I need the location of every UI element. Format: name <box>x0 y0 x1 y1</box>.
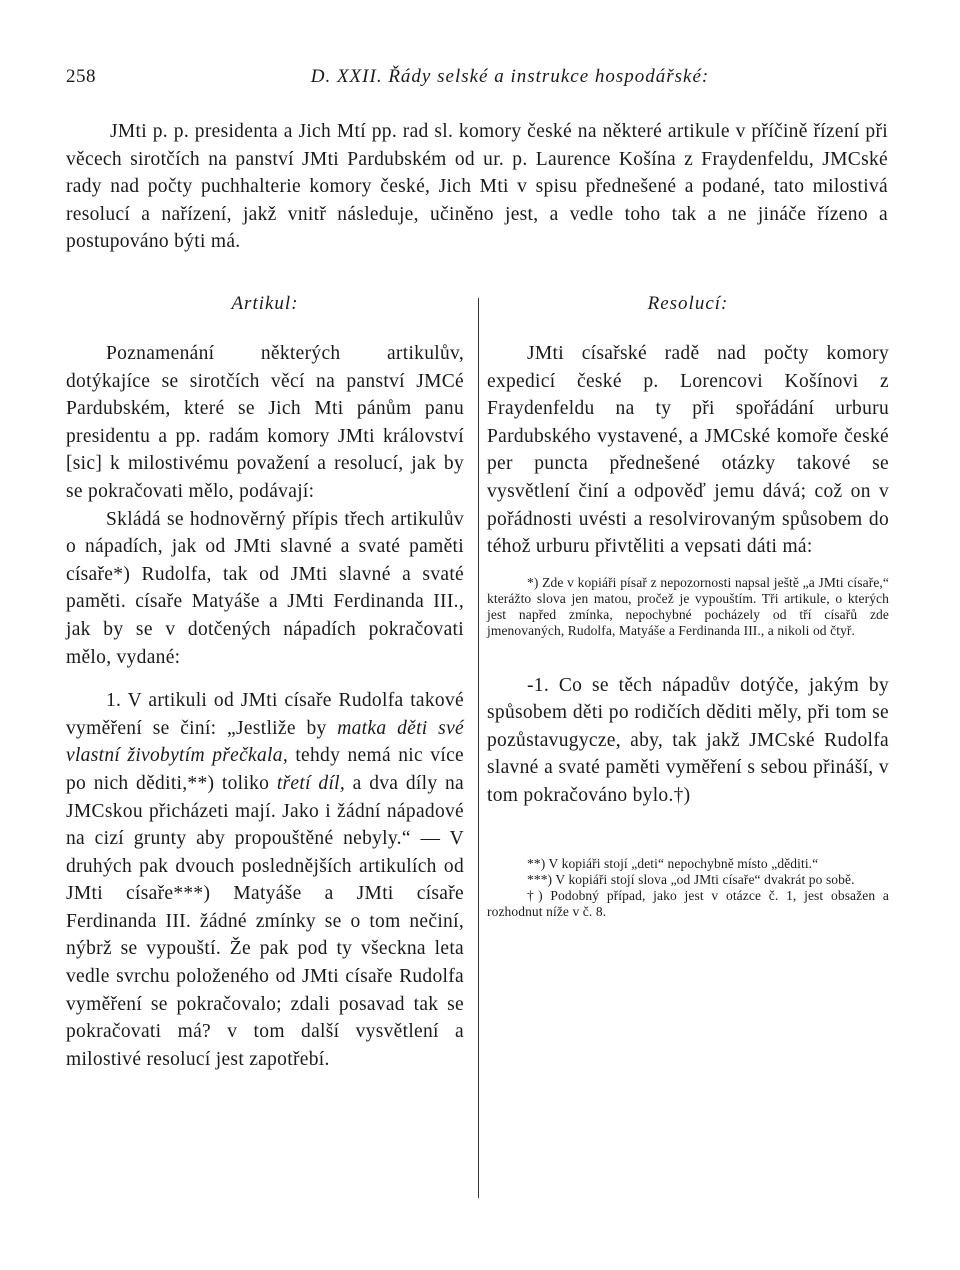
right-column-heading: Resolucí: <box>647 293 729 314</box>
right-paragraph-1: JMti císařské radě nad počty komory expedicí české p. Lorencovi Košínovi z Fraydenfeldu na ty při spořádání urburu Pardubského vystavené, a JMCské komoře české per puncta přednešené otázky takové se vysvětlení činí a odpověď jemu dává; což on v pořádnosti uvésti a resolvirovaným spůsobem do téhož urburu přivtěliti a vepsati dáti má: <box>487 343 889 558</box>
column-divider <box>478 298 479 1198</box>
intro-paragraph <box>66 118 888 256</box>
footnote-block-1 <box>487 575 889 640</box>
left-paragraph-3-italic-2: třetí díl, <box>276 772 346 794</box>
left-column-heading: Artikul: <box>231 293 299 314</box>
left-paragraph-3-part-3: a dva díly na JMCskou přicházeti mají. Jako i žádní nápadové na cizí grunty aby propouštěné nebyly.“ — V druhých pak dvouch poslednějších artikulích od JMti císaře***) Matyáše a JMti císaře Ferdinanda III. žádné zmínky se o tom nečiní, nýbrž se vypouští. Že pak pod ty všeckna leta vedle svrchu položeného od JMti císaře Rudolfa vyměření se pokračovalo; zdali posavad tak se pokračovati má? v tom další vysvětlení a milostivé resolucí jest zapotřebí. <box>66 772 464 1070</box>
footnote-2: **) V kopiáři stojí „deti“ nepochybně místo „děditi.“ <box>527 855 819 871</box>
left-paragraph-3-part-2: tehdy nemá nic více po nich děditi,**) toliko <box>66 745 464 794</box>
left-paragraph-2: Skládá se hodnověrný přípis třech artikulův o nápadích, jak od JMti slavné a svaté paměti císaře*) Rudolfa, tak od JMti slavné a svaté paměti. císaře Matyáše a JMti Ferdinanda III., jak by se v dotčených nápadích pokračovati mělo, vydané: <box>66 508 464 668</box>
footnote-4: †) Podobný případ, jako jest v otázce č. 1, jest obsažen a rozhodnut níže v č. 8. <box>487 887 889 920</box>
left-paragraph-1: Poznamenání některých artikulův, dotýkajíce se sirotčích věcí na panství JMCé Pardubském, které se Jich Mti pánům panu presidentu a pp. radám komory JMti království [sic] k milostivému považení a resolucí, jak by se pokračovati mělo, podávají: <box>66 343 464 502</box>
left-column <box>66 290 464 1073</box>
footnote-3: ***) V kopiáři stojí slova „od JMti císaře“ dvakrát po sobě. <box>527 871 855 887</box>
right-paragraph-2: -1. Co se těch nápadův dotýče, jakým by spůsobem děti po rodičích děditi měly, při tom se pozůstavugycze, aby, tak jakž JMCské Rudolfa slavné a svaté paměti vyměření s sebou přináší, v tom pokračováno bylo.†) <box>487 674 889 806</box>
left-paragraph-3 <box>66 687 464 1073</box>
page-number: 258 <box>66 66 96 87</box>
footnote-block-2 <box>487 856 889 921</box>
footnote-1: *) Zde v kopiáři písař z nepozornosti napsal ještě „a JMti císaře,“ kterážto slova jen matou, pročež je vypouštím. Tři artikule, o kterých jest napřed zmínka, nepochybné pocházely od tří císařů zde jmenovaných, Rudolfa, Matyáše a Ferdinanda III., a nikoli od čtyř. <box>487 574 889 639</box>
left-paragraph-3-italic-1: matka děti své vlastní živobytím přečkala, <box>66 717 464 767</box>
running-head: D. XXII. Řády selské a instrukce hospodářské: <box>310 66 710 87</box>
left-paragraph-3-part-1: 1. V artikuli od JMti císaře Rudolfa takové vyměření se činí: „Jestliže by <box>66 690 464 739</box>
right-column <box>487 290 889 920</box>
intro-text: JMti p. p. presidenta a Jich Mtí pp. rad sl. komory české na některé artikule v příčině řízení při věcech sirotčích na panství JMti Pardubském od ur. p. Laurence Košína z Fraydenfeldu, JMCské rady nad počty puchhalterie komory české, Jich Mti v spisu přednešené a podané, tato milostivá resolucí a nařízení, jakž vnitř následuje, učiněno jest, a vedle toho tak a ne jináče řízeno a postupováno býti má. <box>66 121 888 253</box>
